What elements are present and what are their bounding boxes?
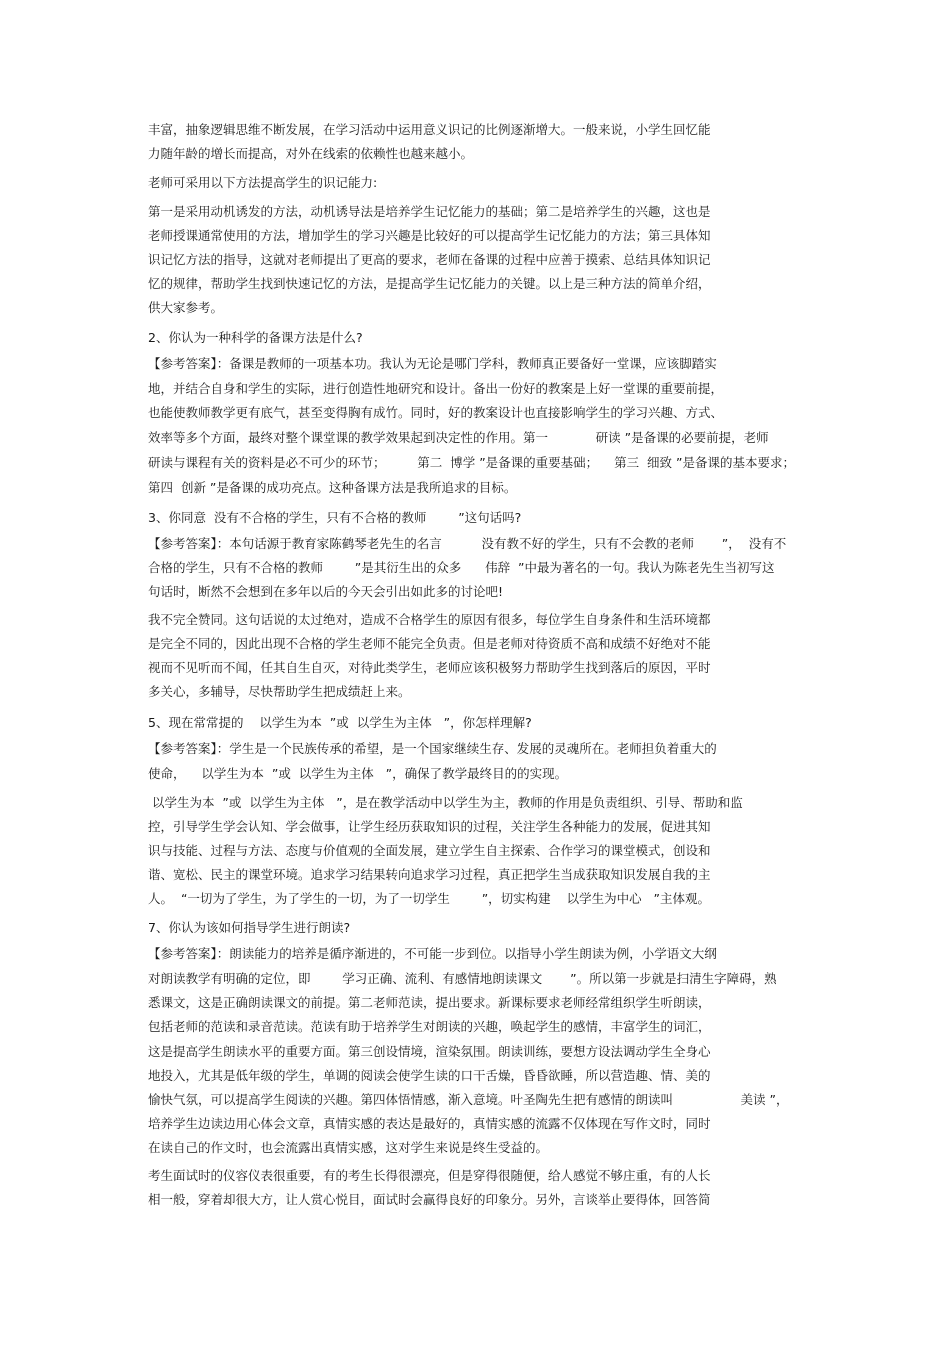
text-line: 是完全不同的，因此出现不合格的学生老师不能完全负责。但是老师对待资质不高和成绩不好绝对不能: [148, 636, 711, 651]
question-heading: 3、你同意 没有不合格的学生，只有不合格的教师 ”这句话吗?: [148, 510, 522, 525]
text-line: 句话时，断然不会想到在多年以后的今天会引出如此多的讨论吧!: [148, 584, 504, 599]
text-line: 研读与课程有关的资料是必不可少的环节； 第二 博学 ”是备课的重要基础； 第三 细致 ”是备课的基本要求；: [148, 455, 795, 470]
text-line: 效率等多个方面，最终对整个课堂课的教学效果起到决定性的作用。第一 研读 ”是备课的必要前提，老师: [148, 430, 769, 445]
text-line: 【参考答案】：备课是教师的一项基本功。我认为无论是哪门学科，教师真正要备好一堂课，应该脚踏实: [148, 356, 717, 371]
text-line: 相一般，穿着却很大方，让人赏心悦目，面试时会赢得良好的印象分。另外，言谈举止要得体，回答简: [148, 1192, 711, 1207]
text-line: 力随年龄的增长而提高，对外在线索的依赖性也越来越小。: [148, 146, 474, 161]
text-line: 供大家参考。: [148, 300, 224, 315]
text-line: 人。 “一切为了学生，为了学生的一切，为了一切学生 ”，切实构建 以学生为中心 ”主体观。: [148, 891, 710, 906]
text-line: 悉课文，这是正确朗读课文的前提。第二老师范读，提出要求。新课标要求老师经常组织学生听朗读，: [148, 995, 711, 1010]
text-line: 愉快气氛，可以提高学生阅读的兴趣。第四体悟情感，渐入意境。叶圣陶先生把有感情的朗读叫 美读 ”，: [148, 1092, 789, 1107]
text-line: 以学生为本 ”或 以学生为主体 ”，是在教学活动中以学生为主，教师的作用是负责组织、引导、帮助和监: [148, 795, 743, 810]
text-line: 合格的学生，只有不合格的教师 ”是其衍生出的众多 伟辞 ”中最为著名的一句。我认为陈老先生当初写这: [148, 560, 775, 575]
text-line: 【参考答案】：学生是一个民族传承的希望，是一个国家继续生存、发展的灵魂所在。老师担负着重大的: [148, 741, 717, 756]
text-line: 第一是采用动机诱发的方法，动机诱导法是培养学生记忆能力的基础；第二是培养学生的兴趣，这也是: [148, 204, 711, 219]
text-line: 视而不见听而不闻，任其自生自灭，对待此类学生，老师应该积极努力帮助学生找到落后的原因，平时: [148, 660, 711, 675]
text-line: 地，并结合自身和学生的实际，进行创造性地研究和设计。备出一份好的教案是上好一堂课的重要前提，: [148, 381, 724, 396]
text-line: 也能使教师教学更有底气，甚至变得胸有成竹。同时，好的教案设计也直接影响学生的学习兴趣、方式、: [148, 405, 724, 420]
text-line: 老师授课通常使用的方法，增加学生的学习兴趣是比较好的可以提高学生记忆能力的方法；第三具体知: [148, 228, 711, 243]
question-heading: 7、你认为该如何指导学生进行朗读?: [148, 920, 351, 935]
text-line: 第四 创新 ”是备课的成功亮点。这种备课方法是我所追求的目标。: [148, 480, 517, 495]
text-line: 谐、宽松、民主的课堂环境。追求学习结果转向追求学习过程，真正把学生当成获取知识发展自我的主: [148, 867, 711, 882]
text-line: 控，引导学生学会认知、学会做事，让学生经历获取知识的过程，关注学生各种能力的发展，促进其知: [148, 819, 711, 834]
text-line: 老师可采用以下方法提高学生的识记能力:: [148, 175, 378, 190]
question-heading: 5、现在常常提的 以学生为本 ”或 以学生为主体 ”，你怎样理解?: [148, 715, 532, 730]
text-line: 我不完全赞同。这句话说的太过绝对，造成不合格学生的原因有很多，每位学生自身条件和生活环境都: [148, 612, 711, 627]
text-line: 忆的规律，帮助学生找到快速记忆的方法，是提高学生记忆能力的关键。以上是三种方法的简单介绍，: [148, 276, 711, 291]
question-heading: 2、你认为一种科学的备课方法是什么?: [148, 330, 363, 345]
text-line: 识记忆方法的指导，这就对老师提出了更高的要求，老师在备课的过程中应善于摸索、总结具体知识记: [148, 252, 711, 267]
text-line: 这是提高学生朗读水平的重要方面。第三创设情境，渲染氛围。朗读训练，要想方设法调动学生全身心: [148, 1044, 711, 1059]
text-line: 地投入，尤其是低年级的学生，单调的阅读会使学生读的口干舌燥，昏昏欲睡，所以营造趣、情、美的: [148, 1068, 711, 1083]
text-line: 【参考答案】：本句话源于教育家陈鹤琴老先生的名言 没有教不好的学生，只有不会教的老师 ”， 没有不: [148, 536, 787, 551]
text-line: 在读自己的作文时，也会流露出真情实感，这对学生来说是终生受益的。: [148, 1140, 549, 1155]
text-line: 包括老师的范读和录音范读。范读有助于培养学生对朗读的兴趣，唤起学生的感情，丰富学生的词汇，: [148, 1019, 711, 1034]
text-line: 对朗读教学有明确的定位，即 学习正确、流利、有感情地朗读课文 ”。所以第一步就是扫清生字障碍，熟: [148, 971, 777, 986]
text-line: 考生面试时的仪容仪表很重要，有的考生长得很漂亮，但是穿得很随便，给人感觉不够庄重，有的人长: [148, 1168, 711, 1183]
text-line: 使命， 以学生为本 ”或 以学生为主体 ”，确保了教学最终目的的实现。: [148, 766, 568, 781]
text-line: 多关心，多辅导，尽快帮助学生把成绩赶上来。: [148, 684, 411, 699]
text-line: 丰富，抽象逻辑思维不断发展，在学习活动中运用意义识记的比例逐渐增大。一般来说，小学生回忆能: [148, 122, 711, 137]
text-line: 【参考答案】：朗读能力的培养是循序渐进的，不可能一步到位。以指导小学生朗读为例，小学语文大纲: [148, 946, 717, 961]
text-line: 识与技能、过程与方法、态度与价值观的全面发展，建立学生自主探索、合作学习的课堂模式，创设和: [148, 843, 711, 858]
text-line: 培养学生边读边用心体会文章，真情实感的表达是最好的，真情实感的流露不仅体现在写作文时，同时: [148, 1116, 711, 1131]
